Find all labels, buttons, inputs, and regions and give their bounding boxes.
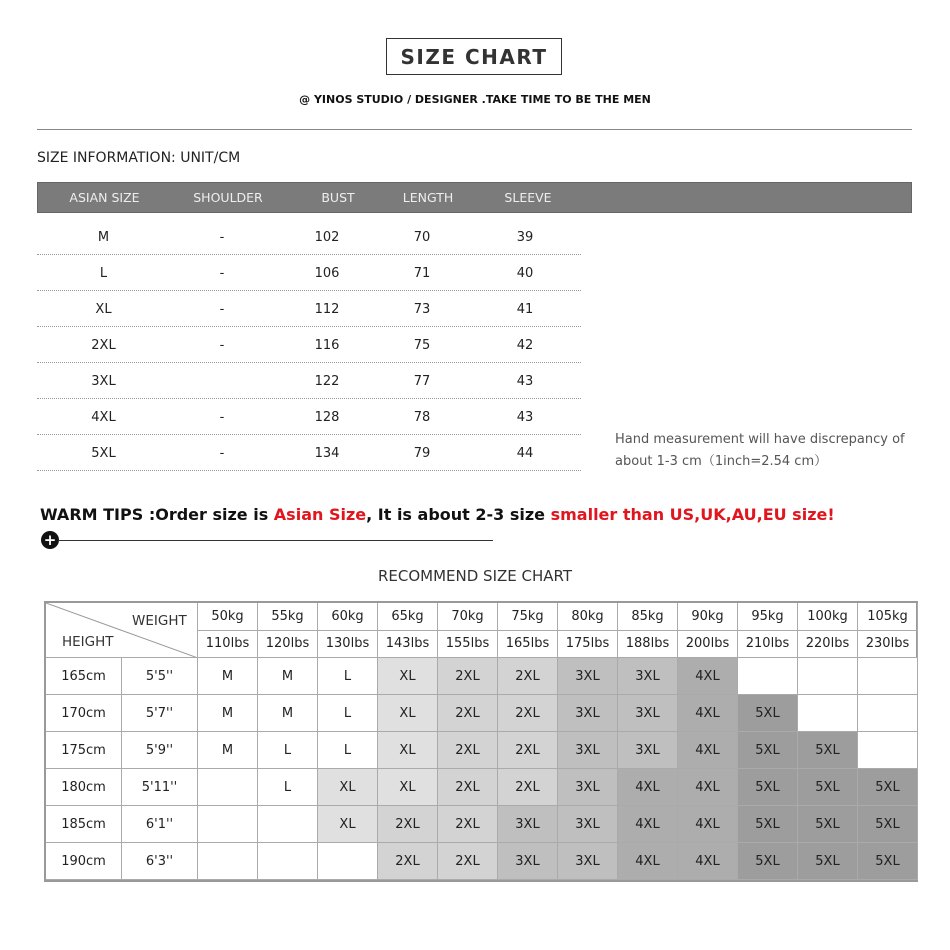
warm-tips-part-3: , It is about 2-3 size [366, 505, 551, 524]
note-line-1: Hand measurement will have discrepancy of [615, 432, 905, 447]
size-cell: 134 [314, 446, 340, 461]
size-cell: 73 [413, 302, 431, 317]
size-recommendation-cell: 5XL [858, 769, 918, 806]
size-recommendation-cell [858, 732, 918, 769]
weight-kg-header: 70kg [438, 603, 498, 631]
size-cell: 112 [314, 302, 340, 317]
size-row [37, 219, 581, 255]
size-cell: L [99, 266, 108, 281]
size-cell: 5XL [91, 446, 116, 461]
size-recommendation-cell: L [318, 732, 378, 769]
size-row [37, 363, 581, 399]
size-recommendation-cell: L [318, 695, 378, 732]
size-recommendation-cell: 4XL [618, 769, 678, 806]
size-recommendation-cell: M [198, 732, 258, 769]
size-row [37, 327, 581, 363]
warm-tips-asian-size: Asian Size [273, 505, 367, 524]
weight-lbs-header: 175lbs [558, 631, 618, 659]
size-recommendation-cell: L [258, 769, 318, 806]
size-recommendation-cell: 2XL [498, 658, 558, 695]
size-recommendation-cell [798, 695, 858, 732]
size-recommendation-cell: 5XL [738, 695, 798, 732]
weight-kg-header: 90kg [678, 603, 738, 631]
size-recommendation-cell: 4XL [678, 658, 738, 695]
size-info-label: SIZE INFORMATION: UNIT/CM [37, 150, 241, 166]
size-recommendation-cell: M [258, 658, 318, 695]
size-recommendation-cell: 4XL [618, 806, 678, 843]
size-cell: M [97, 230, 110, 245]
size-cell: 71 [413, 266, 431, 281]
size-recommendation-cell: 4XL [618, 843, 678, 880]
size-recommendation-cell: XL [318, 806, 378, 843]
tips-underline [58, 540, 493, 541]
size-recommendation-cell: XL [378, 769, 438, 806]
size-recommendation-cell [258, 843, 318, 880]
measurement-note [615, 429, 915, 473]
size-recommendation-cell: 3XL [618, 695, 678, 732]
warm-tips-part-1: WARM TIPS :Order size is [40, 505, 274, 524]
size-recommendation-cell: 2XL [438, 658, 498, 695]
height-ft-cell: 5'7'' [122, 695, 198, 732]
weight-lbs-header: 165lbs [498, 631, 558, 659]
size-recommendation-cell: L [318, 658, 378, 695]
height-label: HEIGHT [62, 634, 114, 650]
height-ft-cell: 6'3'' [122, 843, 198, 880]
size-cell: 2XL [91, 338, 116, 353]
size-recommendation-cell: 2XL [498, 732, 558, 769]
size-cell: 128 [314, 410, 340, 425]
col-length: LENGTH [402, 190, 454, 205]
size-cell: 4XL [91, 410, 116, 425]
size-cell: - [219, 230, 225, 245]
weight-kg-header: 55kg [258, 603, 318, 631]
height-cm-cell: 175cm [46, 732, 122, 769]
size-recommendation-cell: 5XL [798, 732, 858, 769]
size-recommendation-cell: 4XL [678, 769, 738, 806]
size-recommendation-cell: 4XL [678, 732, 738, 769]
size-recommendation-cell [858, 695, 918, 732]
col-asian-size: ASIAN SIZE [69, 190, 140, 205]
size-cell: 40 [516, 266, 534, 281]
size-recommendation-cell: 3XL [558, 806, 618, 843]
size-cell: 79 [413, 446, 431, 461]
size-recommendation-cell: XL [378, 658, 438, 695]
size-recommendation-cell: 2XL [438, 843, 498, 880]
size-recommendation-cell: XL [378, 695, 438, 732]
size-cell: - [219, 410, 225, 425]
size-recommendation-cell: 5XL [858, 806, 918, 843]
weight-label: WEIGHT [132, 613, 187, 629]
height-cm-cell: 190cm [46, 843, 122, 880]
size-recommendation-cell: L [258, 732, 318, 769]
height-cm-cell: 185cm [46, 806, 122, 843]
brand-subtitle: @ YINOS STUDIO / DESIGNER .TAKE TIME TO BE THE MEN [299, 93, 651, 106]
size-cell: - [219, 266, 225, 281]
size-recommendation-cell: M [198, 695, 258, 732]
size-cell: - [219, 446, 225, 461]
size-recommendation-cell: 3XL [558, 658, 618, 695]
size-recommendation-cell: 2XL [438, 695, 498, 732]
size-cell: 116 [314, 338, 340, 353]
weight-lbs-header: 155lbs [438, 631, 498, 659]
size-recommendation-cell: 3XL [558, 769, 618, 806]
col-shoulder: SHOULDER [193, 190, 263, 205]
size-recommendation-cell: 2XL [438, 806, 498, 843]
size-table-header [37, 182, 912, 213]
size-cell: 39 [516, 230, 534, 245]
size-recommendation-cell [738, 658, 798, 695]
weight-lbs-header: 200lbs [678, 631, 738, 659]
size-cell: 43 [516, 410, 534, 425]
weight-lbs-header: 110lbs [198, 631, 258, 659]
weight-lbs-header: 130lbs [318, 631, 378, 659]
size-recommendation-cell: XL [318, 769, 378, 806]
weight-lbs-header: 210lbs [738, 631, 798, 659]
size-cell: 102 [314, 230, 340, 245]
size-recommendation-cell: 5XL [858, 843, 918, 880]
size-recommendation-cell: 2XL [378, 843, 438, 880]
weight-kg-header: 80kg [558, 603, 618, 631]
weight-lbs-header: 230lbs [858, 631, 918, 659]
weight-lbs-header: 220lbs [798, 631, 858, 659]
weight-kg-header: 105kg [858, 603, 918, 631]
size-cell: 42 [516, 338, 534, 353]
size-recommendation-cell: 2XL [438, 769, 498, 806]
size-recommendation-cell: 3XL [618, 732, 678, 769]
size-cell: 75 [413, 338, 431, 353]
size-recommendation-cell: 5XL [738, 806, 798, 843]
size-recommendation-cell: 5XL [798, 843, 858, 880]
recommend-size-table [44, 601, 918, 882]
size-cell [172, 363, 272, 399]
size-cell: 106 [314, 266, 340, 281]
height-ft-cell: 5'11'' [122, 769, 198, 806]
size-recommendation-cell: 4XL [678, 806, 738, 843]
height-ft-cell: 6'1'' [122, 806, 198, 843]
divider [37, 129, 912, 130]
height-cm-cell: 165cm [46, 658, 122, 695]
weight-lbs-header: 188lbs [618, 631, 678, 659]
size-row [37, 255, 581, 291]
size-recommendation-cell [198, 843, 258, 880]
size-recommendation-cell: 3XL [558, 695, 618, 732]
size-recommendation-cell: 3XL [558, 732, 618, 769]
size-recommendation-cell: 3XL [498, 843, 558, 880]
weight-kg-header: 85kg [618, 603, 678, 631]
weight-kg-header: 50kg [198, 603, 258, 631]
size-cell: 78 [413, 410, 431, 425]
size-cell: 41 [516, 302, 534, 317]
col-sleeve: SLEEVE [504, 190, 552, 205]
warm-tips [40, 505, 835, 524]
size-cell: XL [95, 302, 112, 317]
size-recommendation-cell: 3XL [558, 843, 618, 880]
weight-kg-header: 60kg [318, 603, 378, 631]
size-recommendation-cell: 2XL [498, 695, 558, 732]
size-row [37, 399, 581, 435]
corner-cell [46, 603, 198, 658]
size-recommendation-cell: 5XL [738, 732, 798, 769]
size-cell: 122 [314, 374, 340, 389]
size-cell: 44 [516, 446, 534, 461]
note-line-2: about 1-3 cm（1inch=2.54 cm） [615, 454, 828, 469]
size-cell: 70 [413, 230, 431, 245]
size-row [37, 435, 581, 471]
height-ft-cell: 5'9'' [122, 732, 198, 769]
col-bust: BUST [321, 190, 355, 205]
size-cell: - [219, 302, 225, 317]
size-recommendation-cell: 3XL [498, 806, 558, 843]
weight-kg-header: 100kg [798, 603, 858, 631]
size-recommendation-cell: 2XL [438, 732, 498, 769]
size-recommendation-cell [198, 806, 258, 843]
size-row [37, 291, 581, 327]
size-recommendation-cell: 2XL [498, 769, 558, 806]
height-ft-cell: 5'5'' [122, 658, 198, 695]
height-cm-cell: 180cm [46, 769, 122, 806]
size-recommendation-cell [318, 843, 378, 880]
size-recommendation-cell: 2XL [378, 806, 438, 843]
recommend-title: RECOMMEND SIZE CHART [377, 567, 573, 585]
size-cell: 77 [413, 374, 431, 389]
size-cell: 43 [516, 374, 534, 389]
weight-lbs-header: 143lbs [378, 631, 438, 659]
weight-kg-header: 65kg [378, 603, 438, 631]
plus-circle-icon: + [41, 531, 59, 549]
size-recommendation-cell [258, 806, 318, 843]
warm-tips-smaller: smaller than US,UK,AU,EU size! [550, 505, 835, 524]
size-recommendation-cell: 5XL [798, 769, 858, 806]
size-recommendation-cell [858, 658, 918, 695]
size-recommendation-cell: XL [378, 732, 438, 769]
size-recommendation-cell: M [258, 695, 318, 732]
size-recommendation-cell: 5XL [738, 843, 798, 880]
size-recommendation-cell [198, 769, 258, 806]
size-cell: - [219, 338, 225, 353]
size-cell: 3XL [91, 374, 116, 389]
weight-lbs-header: 120lbs [258, 631, 318, 659]
size-recommendation-cell: 4XL [678, 695, 738, 732]
size-recommendation-cell: M [198, 658, 258, 695]
size-chart-title: SIZE CHART [386, 38, 562, 75]
size-recommendation-cell: 3XL [618, 658, 678, 695]
size-recommendation-cell: 5XL [798, 806, 858, 843]
size-recommendation-cell: 5XL [738, 769, 798, 806]
weight-kg-header: 75kg [498, 603, 558, 631]
size-recommendation-cell [798, 658, 858, 695]
height-cm-cell: 170cm [46, 695, 122, 732]
size-recommendation-cell: 4XL [678, 843, 738, 880]
weight-kg-header: 95kg [738, 603, 798, 631]
